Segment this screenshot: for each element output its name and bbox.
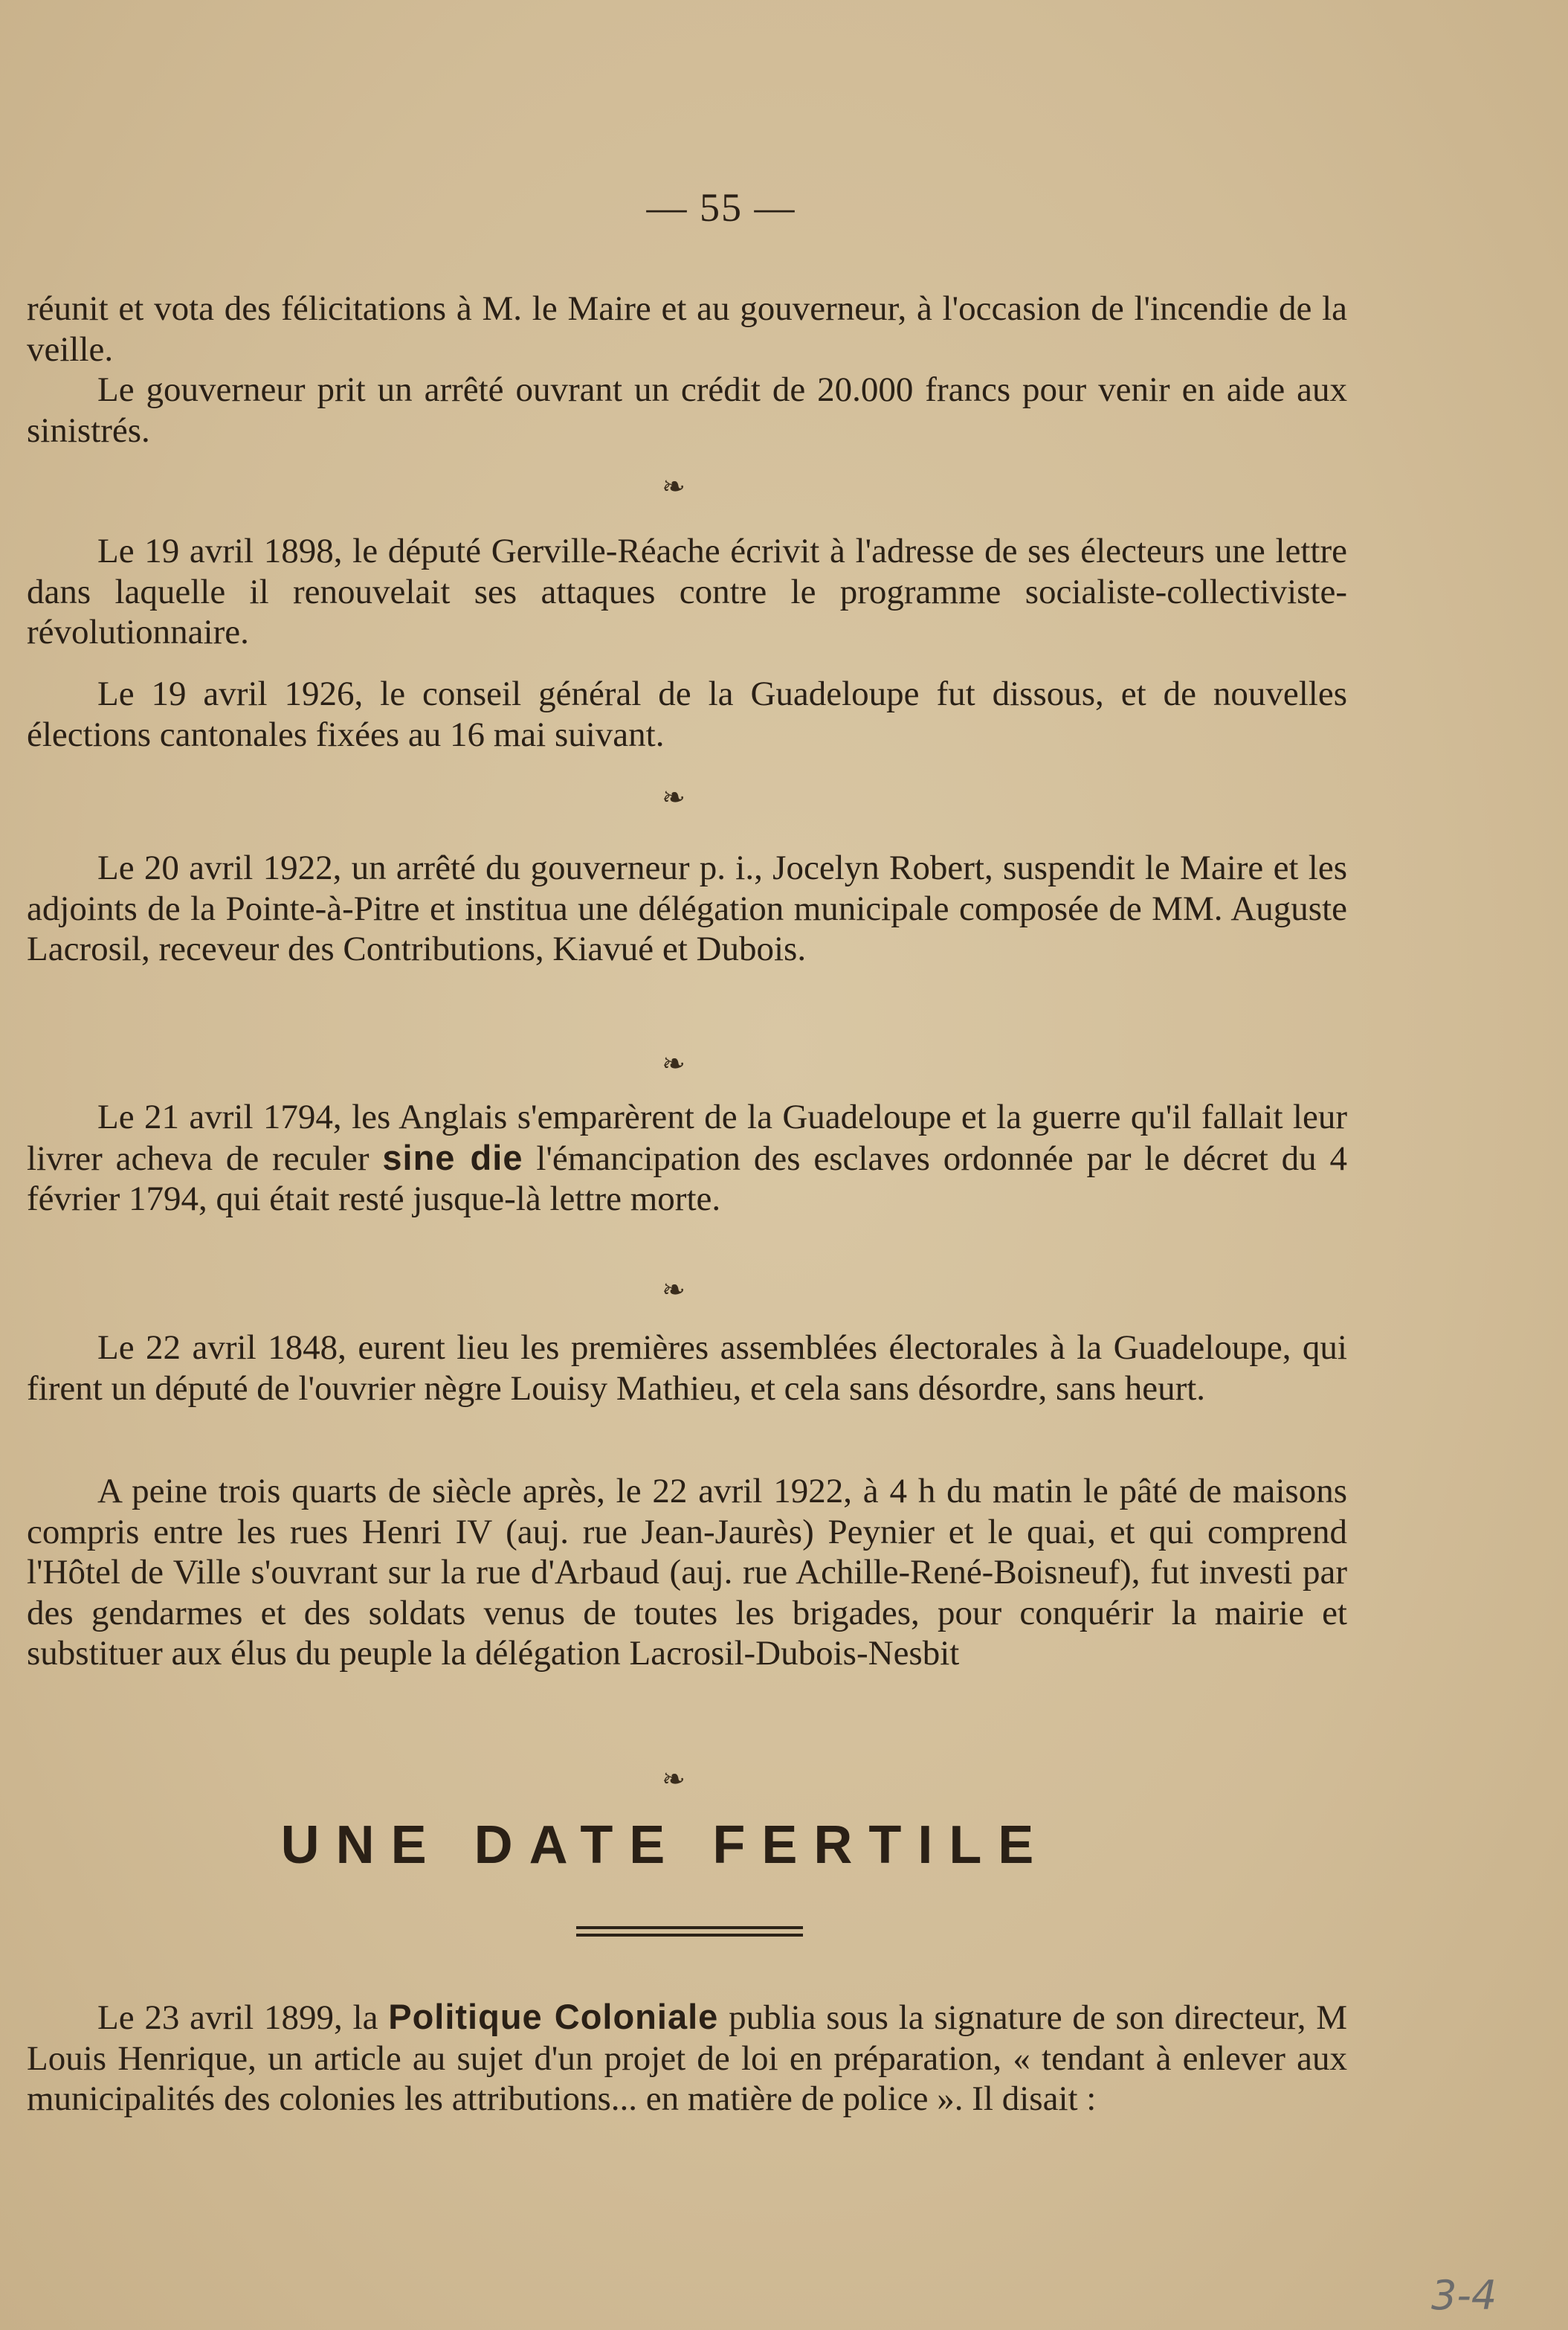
paragraph-congratulations: réunit et vota des félicitations à M. le Maire et au gouverneur, à l'occasion de l'incendie de la veille. [27, 289, 1347, 369]
ornament-fleuron-icon: ❧ [662, 1764, 685, 1795]
title-underline [576, 1926, 803, 1929]
paragraph-assemblees-1848: Le 22 avril 1848, eurent lieu les premières assemblées électorales à la Guadeloupe, qui firent un député de l'ouvrier nègre Louisy Mathieu, et cela sans désordre, sans heurt. [27, 1328, 1347, 1408]
paragraph-arrete-1922: Le 20 avril 1922, un arrêté du gouverneur p. i., Jocelyn Robert, suspendit le Maire et les adjoints de la Pointe-à-Pitre et institua une délégation municipale composée de MM. Auguste Lacrosil, receveur des Contributions, Kiavué et Dubois. [27, 849, 1347, 969]
paragraph-gerville-reache: Le 19 avril 1898, le député Gerville-Réache écrivit à l'adresse de ses électeurs une lettre dans laquelle il renouvelait ses attaques contre le programme socialiste-collectiviste-révolutionnaire. [27, 532, 1347, 652]
paragraph-credit: Le gouverneur prit un arrêté ouvrant un crédit de 20.000 francs pour venir en aide aux sinistrés. [27, 370, 1347, 450]
latin-phrase-sine-die: sine die [382, 1137, 523, 1177]
paragraph-conseil-general: Le 19 avril 1926, le conseil général de la Guadeloupe fut dissous, et de nouvelles élections cantonales fixées au 16 mai suivant. [27, 675, 1347, 754]
page-number: — 55 — [646, 185, 796, 230]
handwritten-note: 3-4 [1431, 2272, 1497, 2319]
ornament-fleuron-icon: ❧ [662, 782, 685, 814]
text-run: publia sous la signature de son directeur, M Louis Henrique, un article au sujet d'un projet de loi en préparation, « tendant à enlever aux municipalités des colonies les attributions... en matière de police ». Il disait : [27, 1998, 1348, 2119]
text-run: l'émancipation des esclaves ordonnée par le décret du 4 février 1794, qui était resté jusque-là lettre morte. [27, 1139, 1348, 1219]
journal-title: Politique Coloniale [388, 1997, 719, 2036]
ornament-fleuron-icon: ❧ [662, 1275, 685, 1306]
ornament-fleuron-icon: ❧ [662, 1049, 685, 1080]
ornament-fleuron-icon: ❧ [662, 472, 685, 503]
text-run: Le 23 avril 1899, la [97, 1998, 378, 2037]
section-title: UNE DATE FERTILE [280, 1815, 1051, 1875]
paragraph-politique-coloniale [27, 1997, 1347, 2120]
text-run: Le 21 avril 1794, les Anglais s'emparèrent de la Guadeloupe et la guerre qu'il fallait leur livrer acheva de reculer [27, 1098, 1347, 1178]
paragraph-hotel-de-ville: A peine trois quarts de siècle après, le 22 avril 1922, à 4 h du matin le pâté de maisons compris entre les rues Henri IV (auj. rue Jean-Jaurès) Peynier et le quai, et qui comprend l'Hôtel de Ville s'ouvrant sur la rue d'Arbaud (auj. rue Achille-René-Boisneuf), fut investi par des gendarmes et des soldats venus de toutes les brigades, pour conquérir la mairie et substituer aux élus du peuple la délégation Lacrosil-Dubois-Nesbit [27, 1472, 1347, 1673]
title-underline [576, 1934, 803, 1937]
paragraph-anglais-1794 [27, 1097, 1347, 1220]
